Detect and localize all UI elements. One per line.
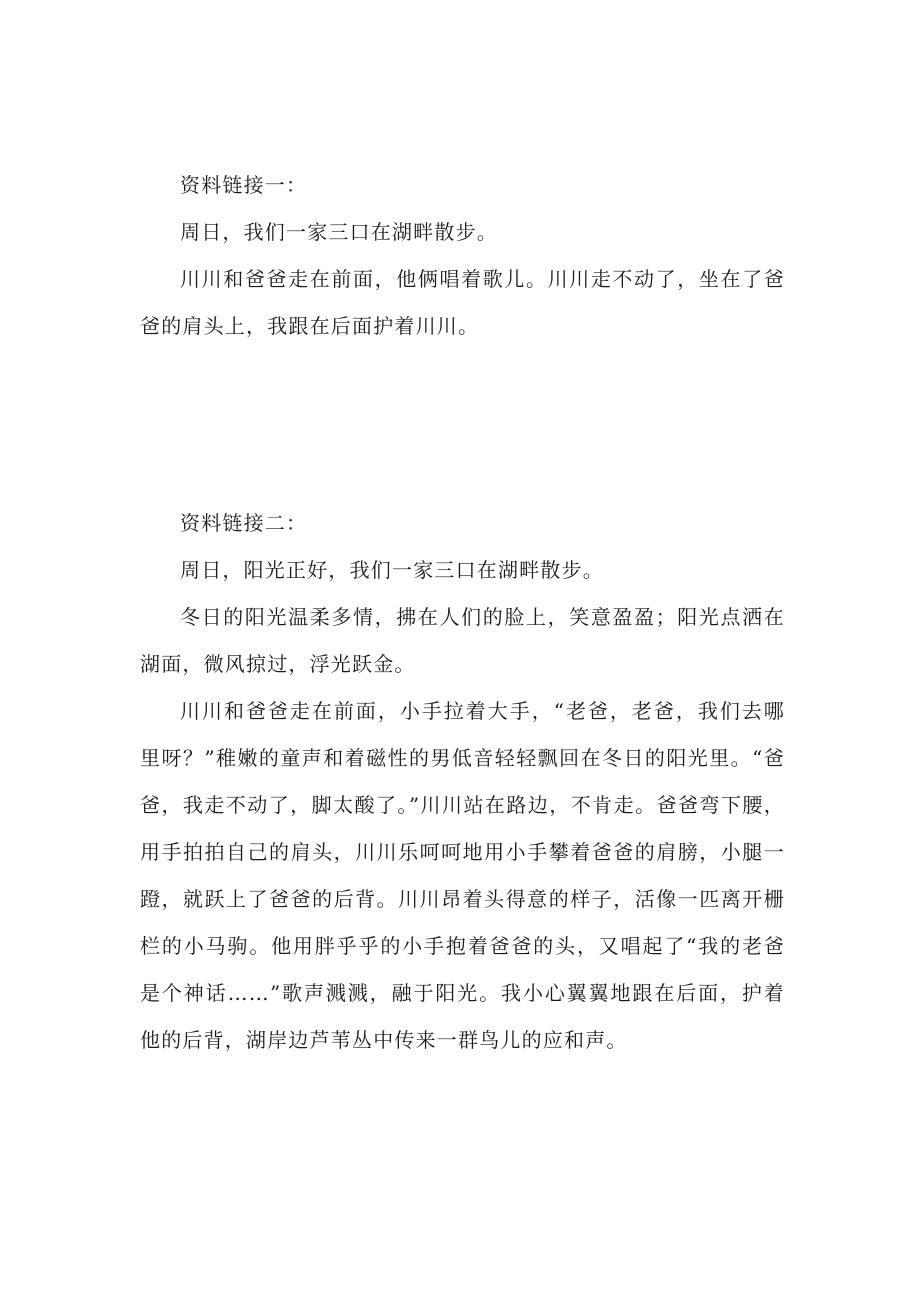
paragraph: 冬日的阳光温柔多情，拂在人们的脸上，笑意盈盈；阳光点洒在湖面，微风掠过，浮光跃金。 xyxy=(140,605,785,676)
material-link-two xyxy=(140,500,785,1064)
paragraph: 周日，我们一家三口在湖畔散步。 xyxy=(180,220,498,244)
paragraph: 川川和爸爸走在前面，小手拉着大手，“老爸，老爸，我们去哪里呀？”稚嫩的童声和着磁性的男低音轻轻飘回在冬日的阳光里。“爸爸，我走不动了，脚太酸了。”川川站在路边，不肯走。爸爸弯下腰，用手拍拍自己的肩头，川川乐呵呵地用小手攀着爸爸的肩膀，小腿一蹬，就跃上了爸爸的后背。川川昂着头得意的样子，活像一匹离开栅栏的小马驹。他用胖乎乎的小手抱着爸爸的头，又唱起了“我的老爸是个神话……”歌声溅溅，融于阳光。我小心翼翼地跟在后面，护着他的后背，湖岸边芦苇丛中传来一群鸟儿的应和声。 xyxy=(140,699,785,1052)
section-heading: 资料链接二： xyxy=(180,511,308,535)
paragraph: 川川和爸爸走在前面，他俩唱着歌儿。川川走不动了，坐在了爸爸的肩头上，我跟在后面护着川川。 xyxy=(140,267,785,338)
section-heading: 资料链接一： xyxy=(180,173,308,197)
material-link-one xyxy=(140,162,785,350)
paragraph: 周日，阳光正好，我们一家三口在湖畔散步。 xyxy=(180,558,604,582)
